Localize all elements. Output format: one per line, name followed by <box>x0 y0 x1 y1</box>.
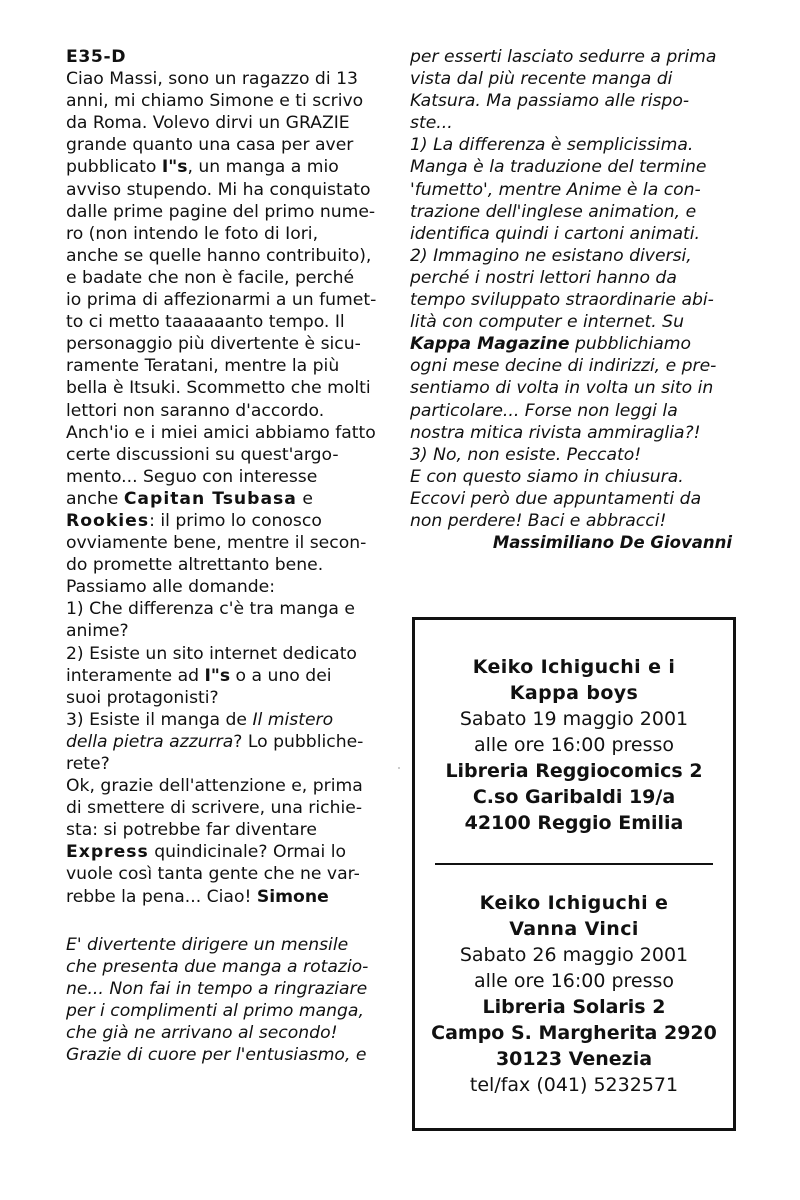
letter-line: do promette altrettanto bene. <box>66 555 324 576</box>
reply-line: perché i nostri lettori hanno da <box>410 267 677 288</box>
letter-line: Anch'io e i miei amici abbiamo fatto <box>66 422 376 443</box>
reply-line: nostra mitica rivista ammiraglia?! <box>410 422 701 443</box>
title-express: Express <box>66 842 149 863</box>
event-title: Keiko Ichiguchi e <box>479 892 669 914</box>
reply-line: E con questo siamo in chiusura. <box>410 466 684 487</box>
reply-line: che presenta due manga a rotazio- <box>66 956 369 977</box>
letter-line: rete? <box>66 754 110 774</box>
letter-line: e badate che non è facile, perché <box>66 267 355 288</box>
letter-line: ovviamente bene, mentre il secon- <box>66 533 367 554</box>
reply-line: Eccovi però due appuntamenti da <box>410 488 702 509</box>
event-date: Sabato 19 maggio 2001 <box>459 708 689 730</box>
letter-line: Express quindicinale? Ormai lo <box>66 842 347 863</box>
title-mistero: Il mistero <box>252 709 334 730</box>
reply-line: sentiamo di volta in volta un sito in <box>410 378 714 399</box>
event-reggio-emilia <box>415 654 733 836</box>
letter-line: Ciao Massi, sono un ragazzo di 13 <box>66 69 358 90</box>
event-venue: Libreria Reggiocomics 2 <box>445 760 703 782</box>
letter-line: 1) Che differenza c'è tra manga e <box>66 599 355 620</box>
reply-line: E' divertente dirigere un mensile <box>66 934 349 955</box>
letter-line: personaggio più divertente è sicu- <box>66 334 361 355</box>
event-street: Campo S. Margherita 2920 <box>431 1022 717 1044</box>
letter-line: di smettere di scrivere, una richie- <box>66 798 363 819</box>
title-capitan-tsubasa: Capitan Tsubasa <box>123 488 297 509</box>
reply-line: trazione dell'inglese animation, e <box>410 201 697 222</box>
event-city: 30123 Venezia <box>495 1048 653 1070</box>
reply-line: 2) Immagino ne esistano diversi, <box>410 245 692 266</box>
letter-heading: E35-D <box>66 47 127 67</box>
event-city: 42100 Reggio Emilia <box>464 812 684 834</box>
title-rookies: Rookies <box>66 510 150 531</box>
letter-line: mento... Seguo con interesse <box>66 466 318 487</box>
letter-line: ro (non intendo le foto di Iori, <box>66 223 319 244</box>
letter-line: to ci metto taaaaaanto tempo. Il <box>66 312 345 333</box>
title-kappa-magazine: Kappa Magazine <box>410 334 570 355</box>
letter-line: Ok, grazie dell'attenzione e, prima <box>66 776 363 797</box>
reply-line: vista dal più recente manga di <box>410 69 673 90</box>
letter-line: della pietra azzurra? Lo pubbliche- <box>66 731 364 752</box>
letter-line: avviso stupendo. Mi ha conquistato <box>66 179 371 200</box>
letter-line: anime? <box>66 621 129 642</box>
letter-line: dalle prime pagine del primo nume- <box>66 201 376 222</box>
letter-line: Passiamo alle domande: <box>66 577 276 598</box>
reply-line: particolare... Forse non leggi la <box>410 400 678 421</box>
reply-line: Manga è la traduzione del termine <box>410 157 707 178</box>
reply-line: per esserti lasciato sedurre a prima <box>410 47 717 67</box>
left-column <box>66 46 386 1066</box>
event-title: Kappa boys <box>509 682 639 704</box>
letter-line: vuole così tanta gente che ne var- <box>66 864 360 885</box>
reply-line: tempo sviluppato straordinarie abi- <box>410 290 714 311</box>
letter-line: lettori non saranno d'accordo. <box>66 400 325 421</box>
reply-line: ne... Non fai in tempo a ringraziare <box>66 978 368 999</box>
title-pietra-azzurra: della pietra azzurra <box>66 731 234 752</box>
reply-line: identifica quindi i cartoni animati. <box>410 223 700 244</box>
reply-line: 3) No, non esiste. Peccato! <box>410 444 642 465</box>
reply-line: Grazie di cuore per l'entusiasmo, e <box>66 1045 367 1066</box>
reader-letter <box>66 68 386 908</box>
reply-line: non perdere! Baci e abbracci! <box>410 510 667 531</box>
title-is: I"s <box>204 665 231 686</box>
letter-line: interamente ad I"s o a uno dei <box>66 665 332 686</box>
events-box <box>412 617 736 1131</box>
reply-line: Katsura. Ma passiamo alle rispo- <box>410 91 690 112</box>
letter-signature: Simone <box>256 886 329 907</box>
event-time: alle ore 16:00 presso <box>473 970 675 992</box>
event-title: Keiko Ichiguchi e i <box>472 656 676 678</box>
events-divider <box>435 863 713 865</box>
print-speck <box>398 767 400 769</box>
reply-line: 1) La differenza è semplicissima. <box>410 135 694 156</box>
letter-line: sta: si potrebbe far diventare <box>66 820 317 841</box>
editor-reply-continued <box>410 46 732 532</box>
event-time: alle ore 16:00 presso <box>473 734 675 756</box>
event-title: Vanna Vinci <box>509 918 639 940</box>
reply-line: ogni mese decine di indirizzi, e pre- <box>410 356 717 377</box>
event-venue: Libreria Solaris 2 <box>482 996 666 1018</box>
reply-line: 'fumetto', mentre Anime è la con- <box>410 179 701 200</box>
right-column <box>410 46 732 554</box>
reply-line: ste... <box>410 113 453 134</box>
event-phone: tel/fax (041) 5232571 <box>469 1074 679 1096</box>
letter-line: rebbe la pena... Ciao! Simone <box>66 886 329 907</box>
event-street: C.so Garibaldi 19/a <box>472 786 676 808</box>
reply-line: che già ne arrivano al secondo! <box>66 1023 338 1044</box>
reply-line: per i complimenti al primo manga, <box>66 1000 364 1021</box>
letter-line: suoi protagonisti? <box>66 687 219 708</box>
event-date: Sabato 26 maggio 2001 <box>459 944 689 966</box>
letter-line: anche se quelle hanno contribuito), <box>66 245 372 266</box>
letter-line: Rookies: il primo lo conosco <box>66 510 322 531</box>
letter-line: 2) Esiste un sito internet dedicato <box>66 643 357 664</box>
letter-line: io prima di affezionarmi a un fumet- <box>66 290 377 311</box>
letter-line: ramente Teratani, mentre la più <box>66 356 340 377</box>
letter-line: anche Capitan Tsubasa e <box>66 488 313 509</box>
letter-line: pubblicato I"s, un manga a mio <box>66 157 339 178</box>
letter-line: bella è Itsuki. Scommetto che molti <box>66 378 371 399</box>
letter-line: certe discussioni su quest'argo- <box>66 444 339 465</box>
letter-line: grande quanto una casa per aver <box>66 135 354 156</box>
letter-line: da Roma. Volevo dirvi un GRAZIE <box>66 113 350 134</box>
event-venezia <box>415 890 733 1098</box>
letter-line: 3) Esiste il manga de Il mistero <box>66 709 334 730</box>
reply-line: Kappa Magazine pubblichiamo <box>410 334 692 355</box>
title-is: I"s <box>161 157 188 178</box>
editor-signature: Massimiliano De Giovanni <box>492 533 732 553</box>
reply-line: lità con computer e internet. Su <box>410 312 684 333</box>
letter-line: anni, mi chiamo Simone e ti scrivo <box>66 91 364 112</box>
editor-reply <box>66 934 386 1067</box>
